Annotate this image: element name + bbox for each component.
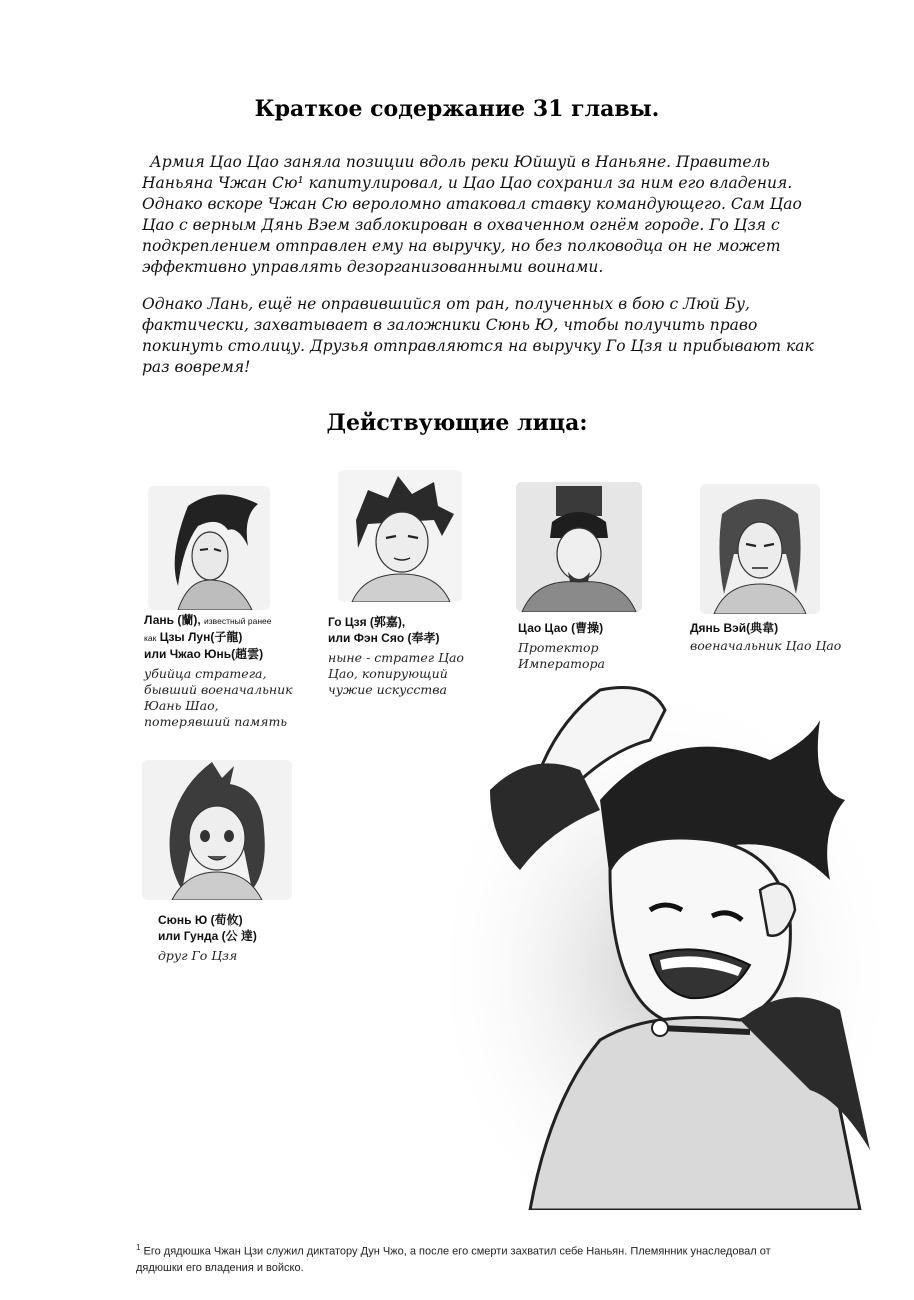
guo-jia-alias: или Фэн Сяо (奉孝) (328, 631, 440, 645)
character-cao-cao (518, 620, 658, 672)
portrait-lan (148, 486, 270, 610)
illustration-saluting-character (450, 680, 880, 1210)
lan-prefix: как (144, 633, 157, 643)
xun-you-name: Сюнь Ю (荀攸) (158, 913, 243, 927)
portrait-cao-cao (516, 482, 642, 612)
lan-note: известный ранее (204, 616, 272, 626)
summary-text (142, 152, 832, 394)
character-lan (144, 612, 314, 730)
summary-paragraph-1: Армия Цао Цао заняла позиции вдоль реки Юйшуй в Наньяне. Правитель Наньяна Чжан Сю¹ капитулировал, и Цао Цао сохранил за ним его владения. Однако вскоре Чжан Сю вероломно атаковал ставку командующего. Сам Цао Цао с верным Дянь Вэем заблокирован в охваченном огнём городе. Го Цзя с подкреплением отправлен ему на выручку, но без полководца он не может эффективно управлять дезорганизованными воинами. (142, 153, 802, 276)
lan-name: Лань (蘭), (144, 613, 201, 627)
summary-title: Краткое содержание 31 главы. (254, 96, 660, 122)
guo-jia-name: Го Цзя (郭嘉), (328, 615, 406, 629)
portrait-xun-you (142, 760, 292, 900)
xun-you-description: друг Го Цзя (158, 948, 238, 963)
dian-wei-name: Дянь Вэй(典韋) (690, 621, 779, 635)
footnote-marker: 1 (136, 1243, 141, 1252)
xun-you-alias: или Гунда (公 達) (158, 929, 257, 943)
character-dian-wei (690, 620, 860, 654)
lan-description: убийца стратега, бывший военачальник Юань Шао, потерявший память (144, 666, 293, 729)
lan-alias-2: или Чжао Юнь(趙雲) (144, 647, 264, 661)
characters-title: Действующие лица: (326, 410, 588, 436)
cao-cao-description: Протектор Императора (518, 640, 605, 671)
footnote-text: Его дядюшка Чжан Цзи служил диктатору Дун Чжо, а после его смерти захватил себе Наньян. Племянник унаследовал от дядюшки его владения и войско. (136, 1245, 771, 1274)
lan-alias-1: Цзы Лун(子龍) (159, 630, 243, 644)
footnote (136, 1240, 816, 1276)
cao-cao-name: Цао Цао (曹操) (518, 621, 604, 635)
guo-jia-description: ныне - стратег Цао Цао, копирующий чужие искусства (328, 650, 464, 697)
dian-wei-description: военачальник Цао Цао (690, 638, 842, 653)
character-xun-you (158, 912, 338, 964)
summary-paragraph-2: Однако Лань, ещё не оправившийся от ран, полученных в бою с Люй Бу, фактически, захватывает в заложники Сюнь Ю, чтобы получить право покинуть столицу. Друзья отправляются на выручку Го Цзя и прибывают как раз вовремя! (142, 295, 814, 376)
portrait-dian-wei (700, 484, 820, 614)
portrait-guo-jia (338, 470, 462, 602)
